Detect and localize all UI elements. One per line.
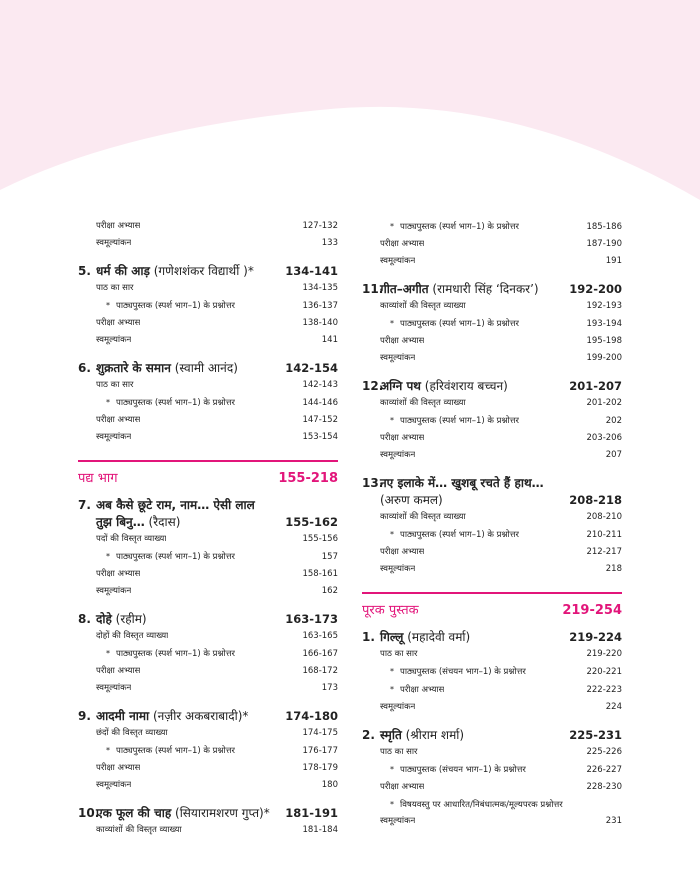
chapter-author: (स्वामी आनंद) — [170, 361, 238, 375]
chapter-number: 13. — [362, 476, 384, 490]
toc-entry-row — [380, 236, 622, 253]
chapter-heading — [78, 805, 338, 822]
entry-label: परीक्षा अभ्यास — [380, 782, 425, 792]
toc-entry-row — [380, 412, 622, 430]
entry-pages: 187-190 — [586, 239, 622, 249]
chapter-items — [380, 646, 622, 716]
entry-pages: 181-184 — [302, 825, 338, 835]
chapter-heading — [78, 263, 338, 280]
entry-pages: 191 — [605, 256, 622, 266]
toc-entry-row — [380, 447, 622, 464]
entry-label: * विषयवस्तु पर आधारित/निबंधात्मक/मूल्यपरक प्रश्नोत्तर — [380, 799, 593, 811]
chapter-items — [380, 298, 622, 367]
entry-label: * पाठ्यपुस्तक (स्पर्श भाग–1) के प्रश्नोत्तर — [96, 297, 235, 315]
entry-label: स्वमूल्यांकन — [380, 450, 416, 460]
entry-label: * पाठ्यपुस्तक (स्पर्श भाग–1) के प्रश्नोत्तर — [380, 412, 519, 430]
entry-label: * पाठ्यपुस्तक (स्पर्श भाग–1) के प्रश्नोत्तर — [380, 315, 519, 333]
entry-pages: 231 — [605, 816, 622, 826]
entry-pages: 147-152 — [302, 415, 338, 425]
entry-label: स्वमूल्यांकन — [96, 432, 132, 442]
chapter-title — [96, 514, 180, 531]
chapter-title-line-1 — [362, 475, 622, 492]
toc-entry-row — [380, 298, 622, 315]
chapter-number: 1. — [362, 630, 375, 644]
entry-label: परीक्षा अभ्यास — [380, 336, 425, 346]
chapter-items — [380, 509, 622, 578]
chapter-author: (हरिवंशराय बच्चन) — [420, 379, 508, 393]
toc-entry-row — [96, 628, 338, 645]
entry-pages: 226-227 — [586, 765, 622, 775]
toc-entry-row — [96, 663, 338, 680]
chapter-items — [380, 744, 622, 830]
entry-pages: 158-161 — [302, 569, 338, 579]
chapter-block — [78, 805, 338, 839]
chapter-heading — [362, 727, 622, 744]
chapter-author: (रहीम) — [111, 612, 147, 626]
toc-entry-row — [96, 760, 338, 777]
chapter-author: (श्रीराम शर्मा) — [401, 728, 465, 742]
chapter-block — [362, 378, 622, 464]
chapter-block — [78, 360, 338, 446]
toc-entry-row — [96, 822, 338, 839]
chapter-block — [362, 281, 622, 367]
entry-label: स्वमूल्यांकन — [96, 683, 132, 693]
entry-label: * पाठ्यपुस्तक (संचयन भाग–1) के प्रश्नोत्तर — [380, 761, 526, 779]
entry-pages: 162 — [321, 586, 338, 596]
entry-label: स्वमूल्यांकन — [380, 816, 416, 826]
toc-entry-row — [96, 315, 338, 332]
entry-pages: 180 — [321, 780, 338, 790]
toc-entry-row — [96, 280, 338, 297]
chapter-title — [362, 727, 464, 744]
section-title: पद्य भाग — [78, 471, 118, 486]
entry-pages: 136-137 — [302, 301, 338, 311]
chapter-title-main: गिल्लू — [380, 630, 404, 644]
entry-pages: 163-165 — [302, 631, 338, 641]
entry-pages: 176-177 — [302, 746, 338, 756]
toc-entry-row — [380, 681, 622, 699]
entry-pages: 192-193 — [586, 301, 622, 311]
entry-label: काव्यांशों की विस्तृत व्याख्या — [96, 825, 182, 835]
toc-entry-row — [380, 796, 622, 813]
chapter-number: 5. — [78, 264, 91, 278]
chapter-pages: 219-224 — [569, 630, 622, 644]
chapter-title — [362, 281, 539, 298]
entry-pages: 153-154 — [302, 432, 338, 442]
chapter-number: 2. — [362, 728, 375, 742]
toc-entry-row — [380, 509, 622, 526]
entry-label: पाठ का सार — [380, 747, 418, 757]
chapter-title-cont: तुझ बिनु… — [96, 515, 145, 529]
entry-pages: 168-172 — [302, 666, 338, 676]
entry-pages: 174-175 — [302, 728, 338, 738]
toc-entry-row — [380, 761, 622, 779]
toc-entry-row — [380, 544, 622, 561]
entry-pages: 219-220 — [586, 649, 622, 659]
toc-entry-row — [380, 350, 622, 367]
chapter-number: 8. — [78, 612, 91, 626]
chapter-items — [96, 280, 338, 349]
entry-pages: 141 — [321, 335, 338, 345]
chapter-title — [78, 263, 254, 280]
toc-entry-row — [96, 412, 338, 429]
chapter-author: (नज़ीर अकबराबादी)* — [149, 709, 249, 723]
entry-label: * पाठ्यपुस्तक (स्पर्श भाग–1) के प्रश्नोत्तर — [96, 742, 235, 760]
toc-entry-row — [96, 645, 338, 663]
entry-pages: 144-146 — [302, 398, 338, 408]
chapter-title-main: धर्म की आड़ — [96, 264, 150, 278]
chapter-number: 6. — [78, 361, 91, 375]
chapter-author: (अरुण कमल) — [380, 493, 443, 507]
right-column — [362, 218, 622, 830]
chapter-title-main: नए इलाके में… खुशबू रचते हैं हाथ… — [380, 476, 544, 490]
chapter-heading — [78, 708, 338, 725]
toc-entry-row — [96, 725, 338, 742]
toc-entry-row — [96, 429, 338, 446]
toc-entry-row — [96, 332, 338, 349]
toc-entry-row — [96, 680, 338, 697]
chapter-heading — [362, 281, 622, 298]
toc-entry-row — [380, 333, 622, 350]
entry-label: * पाठ्यपुस्तक (स्पर्श भाग–1) के प्रश्नोत्तर — [96, 394, 235, 412]
toc-entry-row — [380, 663, 622, 681]
toc-entry-row — [380, 813, 622, 830]
entry-label: पाठ का सार — [380, 649, 418, 659]
chapter-title — [78, 360, 238, 377]
chapter-title-main: आदमी नामा — [96, 709, 150, 723]
chapter-title-main: शुक्रतारे के समान — [96, 361, 171, 375]
entry-pages: 210-211 — [586, 530, 622, 540]
chapter-pages: 142-154 — [285, 361, 338, 375]
entry-pages: 193-194 — [586, 319, 622, 329]
entry-pages: 202 — [605, 416, 622, 426]
chapter-pages: 163-173 — [285, 612, 338, 626]
entry-pages: 201-202 — [586, 398, 622, 408]
entry-label: स्वमूल्यांकन — [96, 780, 132, 790]
entry-pages: 224 — [605, 702, 622, 712]
chapter-pages: 155-162 — [285, 515, 338, 529]
section-title: पूरक पुस्तक — [362, 603, 419, 618]
chapter-author: (रामधारी सिंह ‘दिनकर’) — [428, 282, 539, 296]
chapter-pages: 174-180 — [285, 709, 338, 723]
entry-label: * पाठ्यपुस्तक (स्पर्श भाग–1) के प्रश्नोत्तर — [96, 548, 235, 566]
entry-pages: 220-221 — [586, 667, 622, 677]
chapter-pages: 201-207 — [569, 379, 622, 393]
entry-label: परीक्षा अभ्यास — [96, 221, 141, 231]
chapter-heading — [78, 611, 338, 628]
toc-entry-row — [380, 430, 622, 447]
chapter-title — [78, 805, 270, 822]
chapter-title-main: एक फूल की चाह — [96, 806, 172, 820]
chapter-items — [96, 725, 338, 794]
chapter-pages: 208-218 — [569, 493, 622, 507]
chapter-block — [78, 263, 338, 349]
toc-entry-row — [96, 583, 338, 600]
entry-pages: 134-135 — [302, 283, 338, 293]
entry-label: परीक्षा अभ्यास — [96, 415, 141, 425]
toc-entry-row — [96, 531, 338, 548]
toc-entry-row — [96, 297, 338, 315]
entry-label: काव्यांशों की विस्तृत व्याख्या — [380, 301, 466, 311]
entry-pages: 173 — [321, 683, 338, 693]
entry-label: * पाठ्यपुस्तक (स्पर्श भाग–1) के प्रश्नोत्तर — [380, 526, 519, 544]
chapter-heading — [362, 378, 622, 395]
entry-pages: 195-198 — [586, 336, 622, 346]
chapter-heading — [362, 475, 622, 509]
toc-entry-row — [380, 218, 622, 236]
toc-entry-row — [380, 779, 622, 796]
chapter-heading — [362, 629, 622, 646]
toc-entry-row — [96, 742, 338, 760]
toc-entry-row — [380, 526, 622, 544]
chapter-number: 7. — [78, 498, 91, 512]
continued-items — [380, 218, 622, 270]
entry-label: स्वमूल्यांकन — [96, 238, 132, 248]
entry-label: स्वमूल्यांकन — [380, 353, 416, 363]
entry-pages: 208-210 — [586, 512, 622, 522]
chapter-title — [362, 629, 470, 646]
toc-entry-row — [96, 394, 338, 412]
toc-entry-row — [96, 777, 338, 794]
chapter-author: (सियारामशरण गुप्त)* — [171, 806, 270, 820]
section-heading — [78, 460, 338, 486]
entry-pages: 228-230 — [586, 782, 622, 792]
entry-pages: 207 — [605, 450, 622, 460]
entry-pages: 138-140 — [302, 318, 338, 328]
entry-label: स्वमूल्यांकन — [96, 586, 132, 596]
chapter-number: 9. — [78, 709, 91, 723]
entry-label: परीक्षा अभ्यास — [380, 547, 425, 557]
chapter-title-main: अग्नि पथ — [380, 379, 421, 393]
chapter-author: (गणेशशंकर विद्यार्थी )* — [149, 264, 254, 278]
entry-label: परीक्षा अभ्यास — [380, 239, 425, 249]
entry-pages: 166-167 — [302, 649, 338, 659]
entry-pages: 203-206 — [586, 433, 622, 443]
toc-entry-row — [96, 235, 338, 252]
entry-pages: 155-156 — [302, 534, 338, 544]
chapter-items — [96, 822, 338, 839]
entry-label: * परीक्षा अभ्यास — [380, 681, 444, 699]
chapter-block — [78, 497, 338, 600]
chapter-block — [78, 708, 338, 794]
chapter-title-line-2 — [362, 492, 622, 509]
chapter-author: (महादेवी वर्मा) — [403, 630, 471, 644]
section-pages: 219-254 — [562, 603, 622, 618]
chapter-number: 11. — [362, 282, 384, 296]
entry-label: परीक्षा अभ्यास — [96, 666, 141, 676]
chapter-title-main: स्मृति — [380, 728, 402, 742]
chapter-title-main: दोहे — [96, 612, 112, 626]
entry-label: पाठ का सार — [96, 283, 134, 293]
entry-pages: 199-200 — [586, 353, 622, 363]
chapter-items — [96, 377, 338, 446]
entry-label: * पाठ्यपुस्तक (स्पर्श भाग–1) के प्रश्नोत्तर — [96, 645, 235, 663]
entry-pages: 185-186 — [586, 222, 622, 232]
section-heading — [362, 592, 622, 618]
toc-entry-row — [96, 218, 338, 235]
toc-entry-row — [380, 395, 622, 412]
pink-header-arc — [0, 0, 700, 200]
entry-pages: 212-217 — [586, 547, 622, 557]
toc-entry-row — [96, 548, 338, 566]
chapter-pages: 225-231 — [569, 728, 622, 742]
chapter-pages: 181-191 — [285, 806, 338, 820]
toc-entry-row — [380, 315, 622, 333]
entry-label: * पाठ्यपुस्तक (स्पर्श भाग–1) के प्रश्नोत्तर — [380, 218, 519, 236]
entry-label: स्वमूल्यांकन — [380, 256, 416, 266]
toc-entry-row — [96, 377, 338, 394]
toc-entry-row — [380, 253, 622, 270]
entry-pages: 178-179 — [302, 763, 338, 773]
chapter-title-line-2 — [78, 514, 338, 531]
entry-label: परीक्षा अभ्यास — [96, 318, 141, 328]
entry-label: दोहों की विस्तृत व्याख्या — [96, 631, 169, 641]
section-pages: 155-218 — [278, 471, 338, 486]
entry-label: स्वमूल्यांकन — [380, 702, 416, 712]
entry-label: परीक्षा अभ्यास — [96, 763, 141, 773]
chapter-title — [78, 611, 147, 628]
entry-pages: 127-132 — [302, 221, 338, 231]
entry-label: * पाठ्यपुस्तक (संचयन भाग–1) के प्रश्नोत्तर — [380, 663, 526, 681]
chapter-pages: 192-200 — [569, 282, 622, 296]
entry-pages: 133 — [321, 238, 338, 248]
left-column — [78, 218, 338, 839]
chapter-title-line-1 — [78, 497, 338, 514]
toc-entry-row — [380, 699, 622, 716]
entry-label: काव्यांशों की विस्तृत व्याख्या — [380, 398, 466, 408]
toc-entry-row — [380, 744, 622, 761]
chapter-heading — [78, 360, 338, 377]
chapter-block — [78, 611, 338, 697]
toc-entry-row — [96, 566, 338, 583]
chapter-heading — [78, 497, 338, 531]
chapter-block — [362, 727, 622, 830]
chapter-author: (रैदास) — [144, 515, 181, 529]
entry-label: काव्यांशों की विस्तृत व्याख्या — [380, 512, 466, 522]
chapter-block — [362, 629, 622, 716]
chapter-items — [96, 628, 338, 697]
entry-pages: 142-143 — [302, 380, 338, 390]
entry-pages: 225-226 — [586, 747, 622, 757]
chapter-pages: 134-141 — [285, 264, 338, 278]
entry-label: परीक्षा अभ्यास — [96, 569, 141, 579]
entry-label: छंदों की विस्तृत व्याख्या — [96, 728, 168, 738]
entry-label: पाठ का सार — [96, 380, 134, 390]
toc-entry-row — [380, 646, 622, 663]
entry-pages: 157 — [321, 552, 338, 562]
chapter-number: 10. — [78, 806, 100, 820]
entry-label: स्वमूल्यांकन — [380, 564, 416, 574]
chapter-items — [380, 395, 622, 464]
chapter-title-main: गीत–अगीत — [380, 282, 429, 296]
chapter-title-main: अब कैसे छूटे राम, नाम… ऐसी लाल — [96, 498, 255, 512]
chapter-title — [380, 492, 443, 509]
chapter-items — [96, 531, 338, 600]
chapter-block — [362, 475, 622, 578]
entry-label: पदों की विस्तृत व्याख्या — [96, 534, 167, 544]
continued-items — [96, 218, 338, 252]
entry-pages: 222-223 — [586, 685, 622, 695]
toc-entry-row — [380, 561, 622, 578]
entry-label: परीक्षा अभ्यास — [380, 433, 425, 443]
entry-pages: 218 — [605, 564, 622, 574]
entry-label: स्वमूल्यांकन — [96, 335, 132, 345]
chapter-title — [78, 708, 248, 725]
chapter-number: 12. — [362, 379, 384, 393]
chapter-title — [362, 378, 508, 395]
